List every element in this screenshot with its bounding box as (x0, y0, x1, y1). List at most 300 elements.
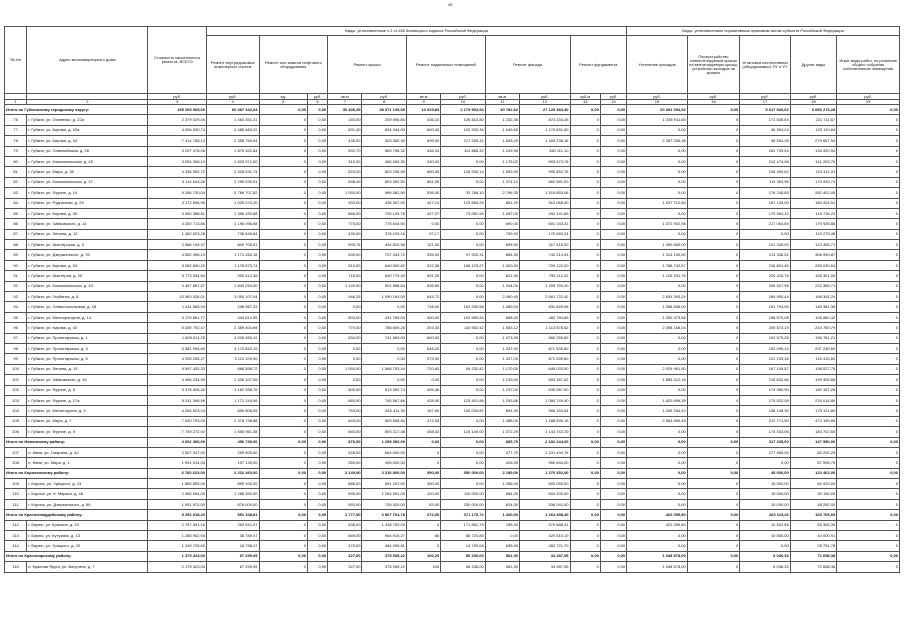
value-cell: 0 (687, 520, 740, 530)
value-cell: 3 207 478,06 (148, 146, 207, 156)
value-cell: 0,00 (627, 208, 688, 218)
table-row (5, 292, 900, 302)
value-cell: 709 122,00 (520, 260, 571, 270)
value-cell: 0 (259, 260, 307, 270)
value-cell: 0,00 (441, 333, 485, 343)
value-cell: 0,00 (307, 229, 327, 239)
value-cell: 739 420,00 (362, 499, 406, 509)
value-cell: 0 (687, 427, 740, 437)
row-number-cell: 93 (5, 292, 27, 302)
value-cell: 600,00 (328, 385, 362, 395)
value-cell: 179 926,86 (790, 219, 836, 229)
value-cell: 327,00 (328, 562, 362, 572)
value-cell: 2 681 722,42 (520, 292, 571, 302)
value-cell: 0,00 (307, 219, 327, 229)
row-number-cell: 115 (5, 562, 27, 572)
value-cell: 600,00 (406, 333, 440, 343)
value-cell: 536 041,00 (520, 499, 571, 509)
table-row (5, 354, 900, 364)
value-cell: 1 089,00 (485, 302, 519, 312)
address-cell: г. Губкин, ул. Мира, д. 7 (27, 416, 148, 426)
value-cell: 0,00 (627, 489, 688, 499)
value-cell: 0 (259, 271, 307, 281)
value-cell: 0 (259, 208, 307, 218)
value-cell: 964 919,27 (362, 531, 406, 541)
table-row (5, 271, 900, 281)
value-cell: 97,17 (406, 229, 440, 239)
value-cell: 0 (837, 250, 900, 260)
value-cell: 0,00 (600, 416, 626, 426)
table-row (5, 250, 900, 260)
value-cell: 0,00 (307, 395, 327, 405)
address-cell: г. Короча, ул. К. Маркса, д. 48 (27, 489, 148, 499)
value-cell: 716,00 (328, 271, 362, 281)
column-number-cell: 14 (600, 100, 626, 105)
address-cell: Итого по Ивнянскому району: (5, 437, 148, 447)
value-cell: 2 299 530,91 (206, 177, 259, 187)
value-cell: 1 330 107,06 (206, 375, 259, 385)
value-cell: 0 (259, 198, 307, 208)
value-cell: 2 965 554,00 (148, 489, 207, 499)
value-cell: 285 030,53 (790, 260, 836, 270)
value-cell: 634,00 (328, 333, 362, 343)
value-cell: 0 (837, 177, 900, 187)
value-cell: 894,00 (485, 406, 519, 416)
value-cell: 0,00 (627, 531, 688, 541)
value-cell: 0 (259, 343, 307, 353)
value-cell: 167 105,57 (740, 364, 791, 374)
col-header: Переустройство невентилируемой крыши на вентилируемую крышу, устройство выходов на кровлю (687, 36, 740, 94)
value-cell: 630 087,00 (520, 385, 571, 395)
value-cell: 742 214,04 (520, 250, 571, 260)
value-cell: 0 (687, 292, 740, 302)
value-cell: 282 402,95 (790, 188, 836, 198)
value-cell: 160 424,51 (790, 198, 836, 208)
value-cell: 3 590 388,51 (148, 208, 207, 218)
value-cell: 0 (570, 219, 600, 229)
table-row (5, 219, 900, 229)
value-cell: 0 (259, 312, 307, 322)
value-cell: 4 497 857,57 (148, 281, 207, 291)
value-cell: 690,00 (485, 219, 519, 229)
value-cell: 995 852,76 (520, 167, 571, 177)
value-cell: 0 (406, 458, 440, 468)
col-header: Иные виды работ, по решению общего собрания собственников помещения (837, 36, 900, 94)
value-cell: 1 205 254,42 (627, 406, 688, 416)
address-cell: г. Губкин, ул. Чайковского, д. 16 (27, 375, 148, 385)
value-cell: 1 865 855,00 (148, 479, 207, 489)
value-cell: 5 511 396,96 (148, 395, 207, 405)
value-cell: 0 (570, 343, 600, 353)
value-cell: 0,00 (600, 510, 626, 520)
address-cell: г. Губкин, ул. Мира, д. 28 (27, 167, 148, 177)
value-cell: 0,00 (600, 385, 626, 395)
value-cell: 0,00 (307, 136, 327, 146)
value-cell: 4 597 432,33 (148, 364, 207, 374)
value-cell: 0,00 (307, 260, 327, 270)
value-cell: 0,00 (307, 427, 327, 437)
subtotal-row (5, 468, 900, 478)
value-cell: 444 812,55 (206, 312, 259, 322)
value-cell: 0 (406, 447, 440, 457)
address-cell: г. Губкин, ул. Севастопольская, д. 18 (27, 302, 148, 312)
value-cell: 0 (837, 562, 900, 572)
value-cell: 745 105,78 (362, 208, 406, 218)
address-cell: г. Бирюч, ул. Красина, д. 23 (27, 520, 148, 530)
value-cell: 0,00 (600, 208, 626, 218)
address-cell: г. Губкин, ул. Шахтерская, д. 3 (27, 240, 148, 250)
value-cell: 2 029 961,90 (627, 364, 688, 374)
value-cell: 33 788,10 (441, 188, 485, 198)
value-cell: 0,00 (328, 302, 362, 312)
value-cell: 0,00 (570, 551, 600, 561)
value-cell: 0,00 (307, 105, 327, 115)
address-cell: г. Губкин, ул. Пролетарская, д. 1 (27, 333, 148, 343)
value-cell: 0 (837, 312, 900, 322)
value-cell: 371 175,72 (441, 510, 485, 520)
col-header: Утепление фасадов (627, 36, 688, 94)
value-cell: 0 (259, 375, 307, 385)
value-cell: 0 (259, 354, 307, 364)
value-cell: 1 330 473,56 (627, 312, 688, 322)
unit-cell: руб. (627, 94, 688, 100)
col-header: Стоимость капитального ремонта, ВСЕГО (148, 27, 207, 94)
table-row (5, 479, 900, 489)
value-cell: 950 694,00 (520, 458, 571, 468)
value-cell: 680,45 (406, 167, 440, 177)
row-number-cell: 112 (5, 520, 27, 530)
value-cell: 216 632,66 (740, 375, 791, 385)
value-cell: 211 336,51 (740, 250, 791, 260)
value-cell: 0,00 (627, 167, 688, 177)
value-cell: 80 292,25 (790, 447, 836, 457)
value-cell: 110 411,91 (790, 167, 836, 177)
table-row (5, 136, 900, 146)
value-cell: 1 379 423,00 (148, 551, 207, 561)
value-cell: 0,00 (627, 437, 688, 447)
value-cell: 669,00 (328, 531, 362, 541)
value-cell: 0,00 (307, 250, 327, 260)
value-cell: 0 (687, 375, 740, 385)
value-cell: 0 (259, 167, 307, 177)
table-row (5, 499, 900, 509)
value-cell: 753,00 (328, 406, 362, 416)
value-cell: 865 796,32 (362, 146, 406, 156)
value-cell: 0 (259, 302, 307, 312)
value-cell: 45 000,00 (740, 468, 791, 478)
table-body (5, 105, 900, 573)
value-cell: 0 (837, 281, 900, 291)
value-cell: 200 873,19 (740, 323, 791, 333)
value-cell: 0,00 (627, 499, 688, 509)
unit-cell: кв.м (328, 94, 362, 100)
value-cell: 0 (570, 385, 600, 395)
value-cell: 1 420,00 (485, 510, 519, 520)
address-cell: п. Ивня, ул. Гагарина, д. 42 (27, 447, 148, 457)
value-cell: 1 649,60 (485, 125, 519, 135)
value-cell: 741 583,00 (362, 333, 406, 343)
value-cell: 158 570,08 (740, 312, 791, 322)
table-row (5, 541, 900, 551)
value-cell: 123 462,00 (790, 468, 836, 478)
value-cell: 277 965,00 (740, 447, 791, 457)
column-number-cell: 6 (307, 100, 327, 105)
row-number-cell: 82 (5, 177, 27, 187)
address-cell: г. Губкин, ул. Кирова, д. 42 (27, 323, 148, 333)
value-cell: 1 437,00 (485, 343, 519, 353)
value-cell: 155 265 905,00 (148, 105, 207, 115)
value-cell: 0 (259, 364, 307, 374)
value-cell: 317 615,00 (520, 240, 571, 250)
value-cell: 2 567 764,78 (362, 510, 406, 520)
row-number-cell: 78 (5, 136, 27, 146)
value-cell: 176 245,85 (740, 188, 791, 198)
value-cell: 196 781,21 (790, 333, 836, 343)
value-cell: 203,34 (406, 323, 440, 333)
value-cell: 1 209 750,00 (520, 281, 571, 291)
value-cell: 0,00 (600, 489, 626, 499)
value-cell: 0 (837, 115, 900, 125)
value-cell: 0,00 (307, 385, 327, 395)
value-cell: 2 232 460,00 (206, 468, 259, 478)
value-cell: 6 666 273,28 (790, 105, 836, 115)
value-cell: 0,00 (837, 468, 900, 478)
value-cell: 624,00 (485, 499, 519, 509)
value-cell: 2 189,00 (485, 468, 519, 478)
value-cell: 649 033,50 (520, 364, 571, 374)
value-cell: 0,00 (307, 468, 327, 478)
value-cell: 0,00 (600, 562, 626, 572)
value-cell: 0,00 (307, 271, 327, 281)
value-cell: 5 082 690,20 (148, 260, 207, 270)
value-cell: 430,00 (406, 156, 440, 166)
value-cell: 0 (570, 302, 600, 312)
value-cell: 0 (687, 229, 740, 239)
value-cell: 0 (687, 385, 740, 395)
value-cell: 0,00 (307, 510, 327, 520)
value-cell: 1 372 902,98 (627, 219, 688, 229)
value-cell: 116 415,60 (790, 354, 836, 364)
value-cell: 10 622,85 (740, 520, 791, 530)
value-cell: 2 179 423,00 (148, 562, 207, 572)
value-cell: 244 769,79 (790, 323, 836, 333)
address-cell: г. Короча, ул. Урицкого, д. 13 (27, 479, 148, 489)
value-cell: 0 (837, 136, 900, 146)
row-number-cell: 87 (5, 229, 27, 239)
row-number-cell: 83 (5, 188, 27, 198)
value-cell: 9 156 730,04 (148, 188, 207, 198)
value-cell: 1 170 831,60 (520, 125, 571, 135)
row-number-cell: 94 (5, 302, 27, 312)
value-cell: 899 100,00 (206, 479, 259, 489)
value-cell: 646 500,62 (362, 260, 406, 270)
row-number-cell: 106 (5, 427, 27, 437)
table-row (5, 188, 900, 198)
value-cell: 900 412,36 (206, 271, 259, 281)
value-cell: 0,00 (627, 343, 688, 353)
value-cell: 0,00 (600, 520, 626, 530)
value-cell: 0,00 (259, 105, 307, 115)
value-cell: 862 581,00 (520, 177, 571, 187)
row-number-cell: 96 (5, 323, 27, 333)
row-number-cell: 104 (5, 406, 27, 416)
value-cell: 327,00 (328, 551, 362, 561)
value-cell: 3 174 843,15 (206, 343, 259, 353)
table-row (5, 447, 900, 457)
value-cell: 1 611 565,94 (148, 302, 207, 312)
value-cell: 1 178 573,74 (206, 260, 259, 270)
value-cell: 1 253,86 (485, 395, 519, 405)
value-cell: 319,00 (328, 156, 362, 166)
value-cell: 184 702,60 (790, 427, 836, 437)
col-header: Ремонт подвальных помещений (406, 36, 485, 94)
value-cell: 0,00 (307, 292, 327, 302)
value-cell: 685,70 (485, 437, 519, 447)
value-cell: 0,00 (627, 385, 688, 395)
value-cell: 4 054 623,24 (148, 406, 207, 416)
value-cell: 0,00 (441, 458, 485, 468)
value-cell: 0 (570, 520, 600, 530)
value-cell: 0 (259, 385, 307, 395)
value-cell: 126 930,14 (441, 167, 485, 177)
value-cell: 102 925,35 (441, 125, 485, 135)
address-cell: г. Губкин, ул. Мелиораторов, д. 14 (27, 312, 148, 322)
value-cell: 376 109,16 (362, 229, 406, 239)
value-cell: 1 991 514,00 (148, 458, 207, 468)
value-cell: 0,00 (600, 177, 626, 187)
value-cell: 333,00 (328, 198, 362, 208)
table-row (5, 240, 900, 250)
value-cell: 0 (570, 333, 600, 343)
row-number-cell: 98 (5, 343, 27, 353)
value-cell: 0 (687, 136, 740, 146)
value-cell: 0 (837, 271, 900, 281)
value-cell: 0,00 (627, 479, 688, 489)
value-cell: 718,00 (406, 302, 440, 312)
value-cell: 510,00 (328, 260, 362, 270)
value-cell: 253 541,07 (206, 520, 259, 530)
value-cell: 83,00 (406, 499, 440, 509)
value-cell: 0,00 (307, 416, 327, 426)
value-cell: 436,34 (406, 146, 440, 156)
value-cell: 72 658,38 (790, 551, 836, 561)
value-cell: 601 163,31 (520, 219, 571, 229)
value-cell: 0,00 (600, 323, 626, 333)
value-cell: 0 (837, 406, 900, 416)
address-cell: г. Губкин, ул. Комсомольская, д. 43 (27, 281, 148, 291)
value-cell: 435,00 (328, 136, 362, 146)
value-cell: 492 141,86 (520, 208, 571, 218)
value-cell: 884,00 (485, 250, 519, 260)
unit-cell: руб. (687, 94, 740, 100)
value-cell: 0 (687, 250, 740, 260)
table-row (5, 156, 900, 166)
value-cell: 0,00 (600, 105, 626, 115)
value-cell: 821,00 (485, 271, 519, 281)
value-cell: 0,00 (307, 541, 327, 551)
value-cell: 216 601,45 (740, 260, 791, 270)
value-cell: 174 433,06 (740, 427, 791, 437)
value-cell: 0,00 (307, 479, 327, 489)
value-cell: 14 799,08 (441, 541, 485, 551)
row-number-cell: 91 (5, 271, 27, 281)
value-cell: 0,00 (307, 562, 327, 572)
value-cell: 0 (687, 271, 740, 281)
value-cell: 0,00 (307, 240, 327, 250)
value-cell: 0,00 (600, 115, 626, 125)
value-cell: 0 (687, 416, 740, 426)
value-cell: 0,00 (307, 323, 327, 333)
value-cell: 0,00 (600, 458, 626, 468)
value-cell: 0,00 (627, 333, 688, 343)
value-cell: 30 150,00 (790, 489, 836, 499)
row-number-cell: 107 (5, 447, 27, 457)
value-cell: 584,00 (485, 489, 519, 499)
value-cell: 0,00 (687, 551, 740, 561)
value-cell: 0,00 (307, 343, 327, 353)
group-header-rf: Виды, установленные ч.1 ст.166 Жилищного кодекса Российской Федерации (206, 27, 626, 36)
value-cell: 0 (687, 323, 740, 333)
value-cell: 0 (837, 219, 900, 229)
value-cell: 0 (837, 125, 900, 135)
address-cell: г. Губкин, ул. Ленина, д. 12 (27, 229, 148, 239)
value-cell: 0,00 (600, 125, 626, 135)
value-cell: 0 (687, 562, 740, 572)
page-number: 45 (448, 2, 453, 7)
value-cell: 0 (570, 177, 600, 187)
value-cell: 2 358 760,94 (206, 136, 259, 146)
address-cell: г. Губкин, ул. Пролетарская, д. 5 (27, 354, 148, 364)
value-cell: 0 (259, 146, 307, 156)
value-cell: 98 554,28 (740, 136, 791, 146)
value-cell: 1 320,30 (485, 260, 519, 270)
value-cell: 103 705,93 (790, 510, 836, 520)
value-cell: 217 295,32 (441, 136, 485, 146)
address-cell: Итого по Красногвардейскому району: (5, 510, 148, 520)
value-cell: 220 415,78 (740, 271, 791, 281)
value-cell: 1 232,36 (485, 115, 519, 125)
value-cell: 189 950,44 (740, 292, 791, 302)
column-number-cell: 1 (5, 100, 27, 105)
value-cell: 1 374,10 (485, 177, 519, 187)
address-cell: п. Ивня, ул. Мира, д. 1 (27, 458, 148, 468)
value-cell: 581,00 (485, 562, 519, 572)
value-cell: 1 048 578,00 (627, 562, 688, 572)
value-cell: 681,95 (406, 177, 440, 187)
row-number-cell: 111 (5, 499, 27, 509)
value-cell: 375 935,22 (362, 562, 406, 572)
value-cell: 0 (259, 240, 307, 250)
value-cell: 0 (570, 136, 600, 146)
value-cell: 0,00 (600, 468, 626, 478)
value-cell: 506 153,54 (520, 406, 571, 416)
value-cell: 390,00 (406, 468, 440, 478)
value-cell: 0,00 (627, 188, 688, 198)
value-cell: 0 (259, 229, 307, 239)
value-cell: 34 287,95 (520, 562, 571, 572)
value-cell: 1 264 398,40 (520, 510, 571, 520)
value-cell: 1 473,39 (485, 333, 519, 343)
column-number-cell: 4 (206, 100, 259, 105)
value-cell: 0,00 (837, 510, 900, 520)
value-cell: 94 232,42 (441, 364, 485, 374)
value-cell: 2 986 109,37 (148, 240, 207, 250)
value-cell: 495,46 (406, 385, 440, 395)
value-cell: 0 (837, 354, 900, 364)
table-row (5, 562, 900, 572)
value-cell: 0,00 (307, 447, 327, 457)
value-cell: 0 (259, 395, 307, 405)
